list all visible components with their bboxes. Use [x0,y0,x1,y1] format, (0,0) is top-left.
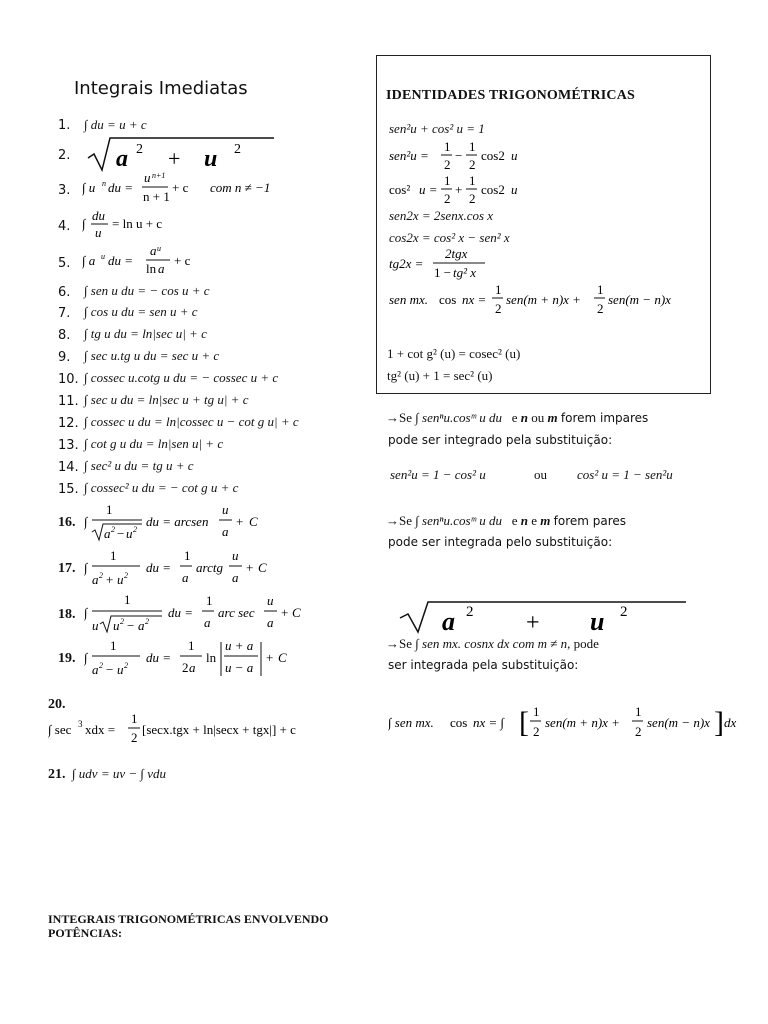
svg-text:sen(m + n)x +: sen(m + n)x + [506,292,581,307]
svg-text:2: 2 [620,604,628,620]
svg-text:1: 1 [110,548,117,563]
svg-text:∫: ∫ [84,514,88,529]
identity-line: cos2x = cos² x − sen² x [389,230,510,245]
item-number: 17. [58,561,76,576]
svg-text:2: 2 [444,191,451,206]
svg-text:cos2: cos2 [481,182,505,197]
integral-formula: ∫ udv = uv − ∫ vdu [72,766,166,781]
svg-text:C: C [292,605,301,620]
svg-text:du =: du = [108,253,134,268]
svg-text:+: + [266,650,274,665]
rule1-e: e [511,410,518,425]
svg-text:nx = ∫: nx = ∫ [473,715,505,730]
svg-text:u: u [95,225,102,240]
trig-identities-box [376,55,711,394]
svg-text:a: a [92,572,99,587]
svg-text:1: 1 [635,704,642,719]
svg-text:[: [ [519,706,529,739]
integral-formula: ∫ sec² u du = tg u + c [84,458,194,473]
svg-text:u: u [117,572,124,587]
svg-text:u: u [113,618,120,633]
svg-text:u: u [232,548,239,563]
item-number: 19. [58,651,76,666]
svg-text:u: u [222,502,229,517]
integral-formula: ∫ du = u + c [84,117,147,132]
svg-text:du =: du = [146,560,172,575]
svg-text:1: 1 [184,548,191,563]
svg-text:n+1: n+1 [152,171,166,180]
svg-text:2: 2 [124,661,128,670]
svg-text:1: 1 [533,704,540,719]
svg-text:a: a [158,261,165,276]
svg-text:2: 2 [133,525,137,534]
svg-text:2tgx: 2tgx [445,246,468,261]
svg-text:−: − [127,618,135,633]
svg-text:1: 1 [131,712,138,726]
sub1-or: ou [534,467,547,482]
rule3-formula: ∫ sen mx. cosnx dx com m ≠ n [415,636,568,651]
svg-text:∫ a: ∫ a [82,253,96,268]
left-title: Integrais Imediatas [74,78,248,99]
integral-formula: ∫ sec u du = ln|sec u + tg u| + c [84,392,249,407]
svg-text:1: 1 [124,592,131,607]
rule1-line2: pode ser integrado pela substituição: [388,433,613,447]
svg-text:u: u [204,146,218,172]
svg-text:1: 1 [597,284,604,297]
rule2-e2: e [531,513,538,528]
svg-text:n: n [102,179,106,188]
svg-text:a: a [116,146,128,172]
rule1-n: n [520,410,528,425]
svg-text:2: 2 [131,730,138,745]
rule1-formula: ∫ senⁿu.cosᵐ u du [415,410,502,425]
svg-text:∫ u: ∫ u [82,180,96,195]
item-number: 10. [58,372,79,387]
svg-text:2: 2 [234,142,241,157]
svg-text:1: 1 [495,284,502,297]
final-formula [388,702,748,749]
svg-text:1: 1 [206,593,213,608]
svg-text:du: du [92,208,105,223]
svg-text:arc sec: arc sec [218,605,255,620]
svg-text:ln: ln [206,650,217,665]
svg-text:C: C [258,560,267,575]
svg-text:2: 2 [145,617,149,626]
item-number: 1. [58,118,71,133]
svg-text:2: 2 [469,157,476,172]
svg-text:u − a: u − a [225,660,254,675]
integral-formula [84,500,284,551]
svg-text:∫: ∫ [84,605,88,620]
svg-text:2: 2 [120,617,124,626]
svg-text:1: 1 [444,174,451,188]
rule1-line [386,410,648,426]
svg-text:+: + [106,572,114,587]
svg-text:2: 2 [466,604,474,620]
box-title: IDENTIDADES TRIGONOMÉTRICAS [386,88,636,103]
item-number: 21. [48,767,66,782]
svg-text:du =: du = [146,650,172,665]
svg-text:du =: du = [108,180,134,195]
integral-formula [82,207,202,246]
svg-text:2: 2 [124,571,128,580]
svg-text:+: + [526,610,540,634]
svg-text:1: 1 [469,174,476,188]
svg-text:ln: ln [146,261,157,276]
rule2-n: n [520,513,528,528]
svg-text:2: 2 [136,142,143,157]
identity-line: tg² (u) + 1 = sec² (u) [387,368,493,383]
svg-text:3: 3 [78,719,83,729]
svg-text:+: + [168,146,181,171]
svg-text:1: 1 [110,638,117,653]
item-number: 16. [58,515,76,530]
svg-text:u: u [511,182,518,197]
svg-text:= ln u + c: = ln u + c [112,216,163,231]
svg-text:u: u [101,252,105,261]
svg-text:−: − [455,148,463,163]
identity-line [389,246,509,287]
rule3-line2: ser integrada pela substituição: [388,658,579,672]
svg-text:a: a [104,526,111,541]
item-number: 13. [58,438,79,453]
svg-text:2: 2 [597,301,604,316]
sqrt-a2-plus-u2-large [398,600,688,634]
svg-text:−: − [106,662,114,677]
svg-text:a: a [150,243,157,258]
sub1-right: cos² u = 1 − sen²u [577,467,673,482]
svg-text:∫ sen mx.: ∫ sen mx. [388,715,434,730]
svg-text:nx =: nx = [462,292,487,307]
rule3-line [386,636,599,652]
identity-line: sen2x = 2senx.cos x [389,208,494,223]
svg-text:u: u [117,662,124,677]
identity-line [389,284,689,325]
item-number: 18. [58,607,76,622]
item-number: 2. [58,148,71,163]
arrow-icon: →Se [386,410,412,425]
item-number: 8. [58,328,71,343]
integral-formula: ∫ cossec u du = ln|cossec u − cot g u| + c [84,414,299,429]
item-number: 20. [48,697,66,712]
item-number: 11. [58,394,79,409]
svg-text:]: ] [714,706,724,739]
integral-formula: ∫ tg u du = ln|sec u| + c [84,326,207,341]
integral-formula: ∫ cossec u.cotg u du = − cossec u + c [84,370,279,385]
svg-text:sen(m − n)x: sen(m − n)x [608,292,671,307]
svg-text:+ c: + c [174,253,191,268]
integral-formula [82,170,292,211]
rule1-ou: ou [531,410,545,425]
svg-text:2: 2 [111,525,115,534]
item-number: 7. [58,306,71,321]
svg-text:−: − [117,526,125,541]
svg-text:a: a [204,615,211,630]
integral-formula: ∫ cos u du = sen u + c [84,304,198,319]
svg-text:∫: ∫ [84,650,88,665]
svg-text:1: 1 [106,502,113,517]
svg-text:a: a [138,618,145,633]
integral-formula [48,712,348,753]
svg-text:2: 2 [533,724,540,739]
svg-text:cos: cos [450,715,468,730]
svg-text:u: u [511,148,518,163]
rule3-tail: , pode [567,636,599,651]
svg-text:a: a [222,524,229,539]
arrow-icon: →Se [386,513,412,528]
svg-text:1: 1 [444,140,451,154]
integral-formula: ∫ sec u.tg u du = sec u + c [84,348,220,363]
integral-formula: ∫ sen u du = − cos u + c [84,283,210,298]
integral-formula: ∫ cot g u du = ln|sen u| + c [84,436,224,451]
svg-text:1 −: 1 − [434,265,452,280]
svg-text:2: 2 [635,724,642,739]
item-number: 15. [58,482,79,497]
svg-text:u: u [267,593,274,608]
svg-text:2: 2 [444,157,451,172]
svg-text:a: a [92,662,99,677]
rule2-tail: forem pares [553,514,627,528]
svg-text:xdx =: xdx = [85,722,116,737]
svg-text:∫: ∫ [84,560,88,575]
identity-line: 1 + cot g² (u) = cosec² (u) [387,346,521,361]
svg-text:tg2x =: tg2x = [389,256,424,271]
svg-text:u + a: u + a [225,638,254,653]
svg-text:sen mx.: sen mx. [389,292,428,307]
svg-text:du = arcsen: du = arcsen [146,514,209,529]
svg-text:cos²: cos² [389,182,411,197]
rule1-tail: forem impares [560,411,649,425]
arrow-icon: →Se [386,636,412,651]
svg-text:∫ sec: ∫ sec [48,722,72,737]
svg-text:+: + [455,182,463,197]
svg-text:u: u [144,170,151,185]
svg-text:a: a [442,607,455,634]
item-number: 6. [58,285,71,300]
svg-text:2: 2 [182,660,189,675]
svg-text:∫: ∫ [82,216,86,231]
svg-text:a: a [232,570,239,585]
svg-text:sen(m + n)x +: sen(m + n)x + [545,715,620,730]
svg-text:du =: du = [168,605,194,620]
svg-text:n + 1: n + 1 [143,189,170,204]
rule1-m: m [547,410,558,425]
svg-text:sen(m − n)x: sen(m − n)x [647,715,710,730]
svg-text:2: 2 [469,191,476,206]
svg-text:C: C [249,514,258,529]
svg-text:+: + [281,605,289,620]
svg-text:+ c: + c [172,180,189,195]
svg-text:2: 2 [99,571,103,580]
item-number: 14. [58,460,79,475]
svg-text:tg² x: tg² x [453,265,477,280]
item-number: 9. [58,350,71,365]
svg-text:cos2: cos2 [481,148,505,163]
svg-text:cos: cos [439,292,457,307]
sub1-left: sen²u = 1 − cos² u [390,467,486,482]
section-heading: INTEGRAIS TRIGONOMÉTRICAS ENVOLVENDO POTÊNCIAS: [48,912,329,940]
rule2-line2: pode ser integrada pelo substituição: [388,535,613,549]
svg-text:u: u [157,244,161,253]
svg-text:1: 1 [469,140,476,154]
svg-text:dx: dx [724,715,737,730]
svg-text:+: + [246,560,254,575]
svg-text:a: a [267,615,274,630]
integral-formula [84,636,304,687]
svg-text:com n ≠ −1: com n ≠ −1 [210,180,271,195]
svg-text:u: u [92,618,99,633]
rule2-m: m [540,513,551,528]
svg-text:a: a [189,660,196,675]
item-number: 4. [58,219,71,234]
svg-text:u =: u = [419,182,438,197]
svg-text:a: a [182,570,189,585]
svg-text:C: C [278,650,287,665]
svg-text:[secx.tgx + ln|secx + tgx|] +: [secx.tgx + ln|secx + tgx|] + c [142,722,296,737]
item-number: 12. [58,416,79,431]
item-number: 5. [58,256,71,271]
integral-formula [82,243,222,282]
svg-text:u: u [126,526,133,541]
svg-text:sen²u =: sen²u = [389,148,429,163]
rule2-e: e [511,513,518,528]
sqrt-a2-plus-u2-small [86,136,276,172]
integral-formula: ∫ cossec² u du = − cot g u + c [84,480,239,495]
svg-text:1: 1 [188,638,195,653]
identity-line: sen²u + cos² u = 1 [389,121,485,136]
svg-text:2: 2 [99,661,103,670]
svg-text:arctg: arctg [196,560,223,575]
item-number: 3. [58,183,71,198]
rule2-line [386,513,626,529]
svg-text:+: + [236,514,244,529]
svg-text:2: 2 [495,301,502,316]
rule2-formula: ∫ senⁿu.cosᵐ u du [415,513,502,528]
svg-text:u: u [590,607,605,634]
